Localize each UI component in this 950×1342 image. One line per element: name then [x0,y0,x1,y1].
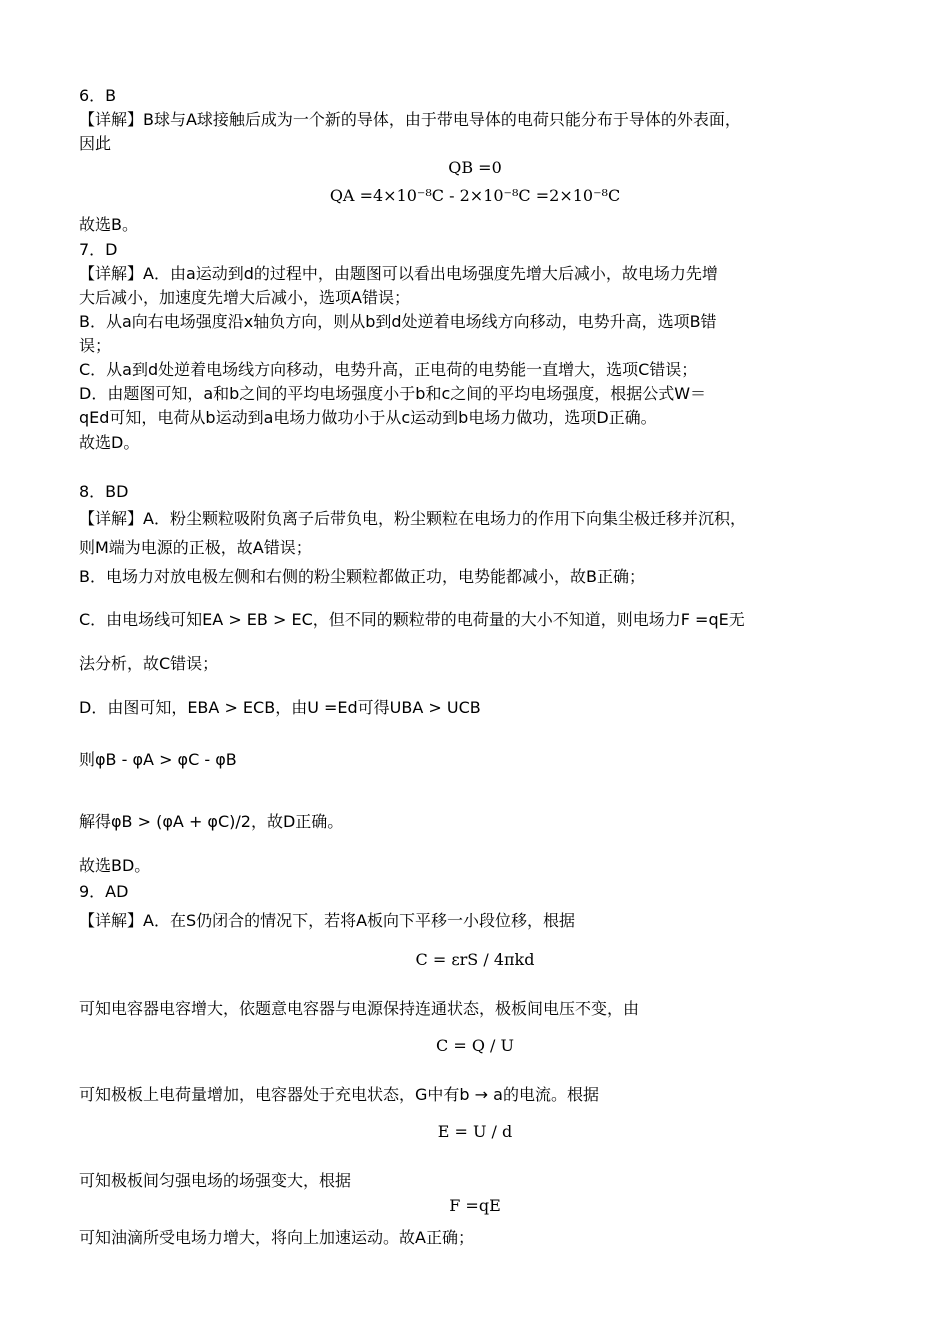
q9-header: 9．AD [79,882,129,901]
q8-option-b: B．电场力对放电极左侧和右侧的粉尘颗粒都做正功，电势能都减小，故B正确； [79,567,645,586]
q7-option-d-line1: D．由题图可知，a和b之间的平均电场强度小于b和c之间的平均电场强度，根据公式W＝ [79,384,707,403]
q8-option-d-line3: 解得φB > (φA + φC)/2，故D正确。 [79,812,344,831]
q8-header: 8．BD [79,482,129,501]
q8-conclusion: 故选BD。 [79,856,151,875]
q8-option-a-line1: 【详解】A．粉尘颗粒吸附负离子后带负电，粉尘颗粒在电场力的作用下向集尘极迁移并沉积， [79,509,746,528]
q7-option-c: C．从a到d处逆着电场线方向移动，电势升高，正电荷的电势能一直增大，选项C错误； [79,360,698,379]
q9-equation-eud: E = U / d [437,1122,513,1141]
q7-option-a-line1: 【详解】A．由a运动到d的过程中，由题图可以看出电场强度先增大后减小，故电场力先增 [79,264,718,283]
q9-equation-cqu: C = Q / U [436,1036,514,1055]
q9-option-a-line1: 【详解】A．在S仍闭合的情况下，若将A板向下平移一小段位移，根据 [79,911,576,930]
q8-option-d-line1: D．由图可知，EBA > ECB，由U =Ed可得UBA > UCB [79,698,481,717]
q6-conclusion: 故选B。 [79,215,138,234]
q6-detail: 【详解】B球与A球接触后成为一个新的导体，由于带电导体的电荷只能分布于导体的外表面， [79,110,741,129]
q6-detail-cont: 因此 [79,134,112,153]
q9-option-a-line4: 可知极板间匀强电场的场强变大，根据 [79,1171,352,1190]
q7-option-a-line2: 大后减小，加速度先增大后减小，选项A错误； [79,288,410,307]
q7-option-d-line2: qEd可知，电荷从b运动到a电场力做功小于从c运动到b电场力做功，选项D正确。 [79,408,657,427]
q8-option-c-line1: C．由电场线可知EA > EB > EC，但不同的颗粒带的电荷量的大小不知道，则电场力F =qE无 [79,610,745,629]
q7-conclusion: 故选D。 [79,433,140,452]
q6-equation-qa: QA =4×10⁻⁸C - 2×10⁻⁸C =2×10⁻⁸C [329,186,621,205]
q9-option-a-line2: 可知电容器电容增大，依题意电容器与电源保持连通状态，极板间电压不变，由 [79,999,640,1018]
q9-option-a-line3: 可知极板上电荷量增加，电容器处于充电状态，G中有b → a的电流。根据 [79,1085,599,1104]
q9-equation-capacitance: C = εrS / 4πkd [415,950,535,969]
q7-header: 7．D [79,240,118,259]
q8-option-a-line2: 则M端为电源的正极，故A错误； [79,538,312,557]
q9-option-a-line5: 可知油滴所受电场力增大，将向上加速运动。故A正确； [79,1228,474,1247]
q8-option-c-line2: 法分析，故C错误； [79,654,219,673]
q7-option-b-line1: B．从a向右电场强度沿x轴负方向，则从b到d处逆着电场线方向移动，电势升高，选项B错 [79,312,717,331]
q6-equation-qb: QB =0 [448,158,502,177]
q6-header: 6．B [79,86,117,105]
q9-equation-fqe: F =qE [449,1196,501,1215]
q8-option-d-line2: 则φB - φA > φC - φB [79,750,237,769]
q7-option-b-line2: 误； [79,336,112,355]
